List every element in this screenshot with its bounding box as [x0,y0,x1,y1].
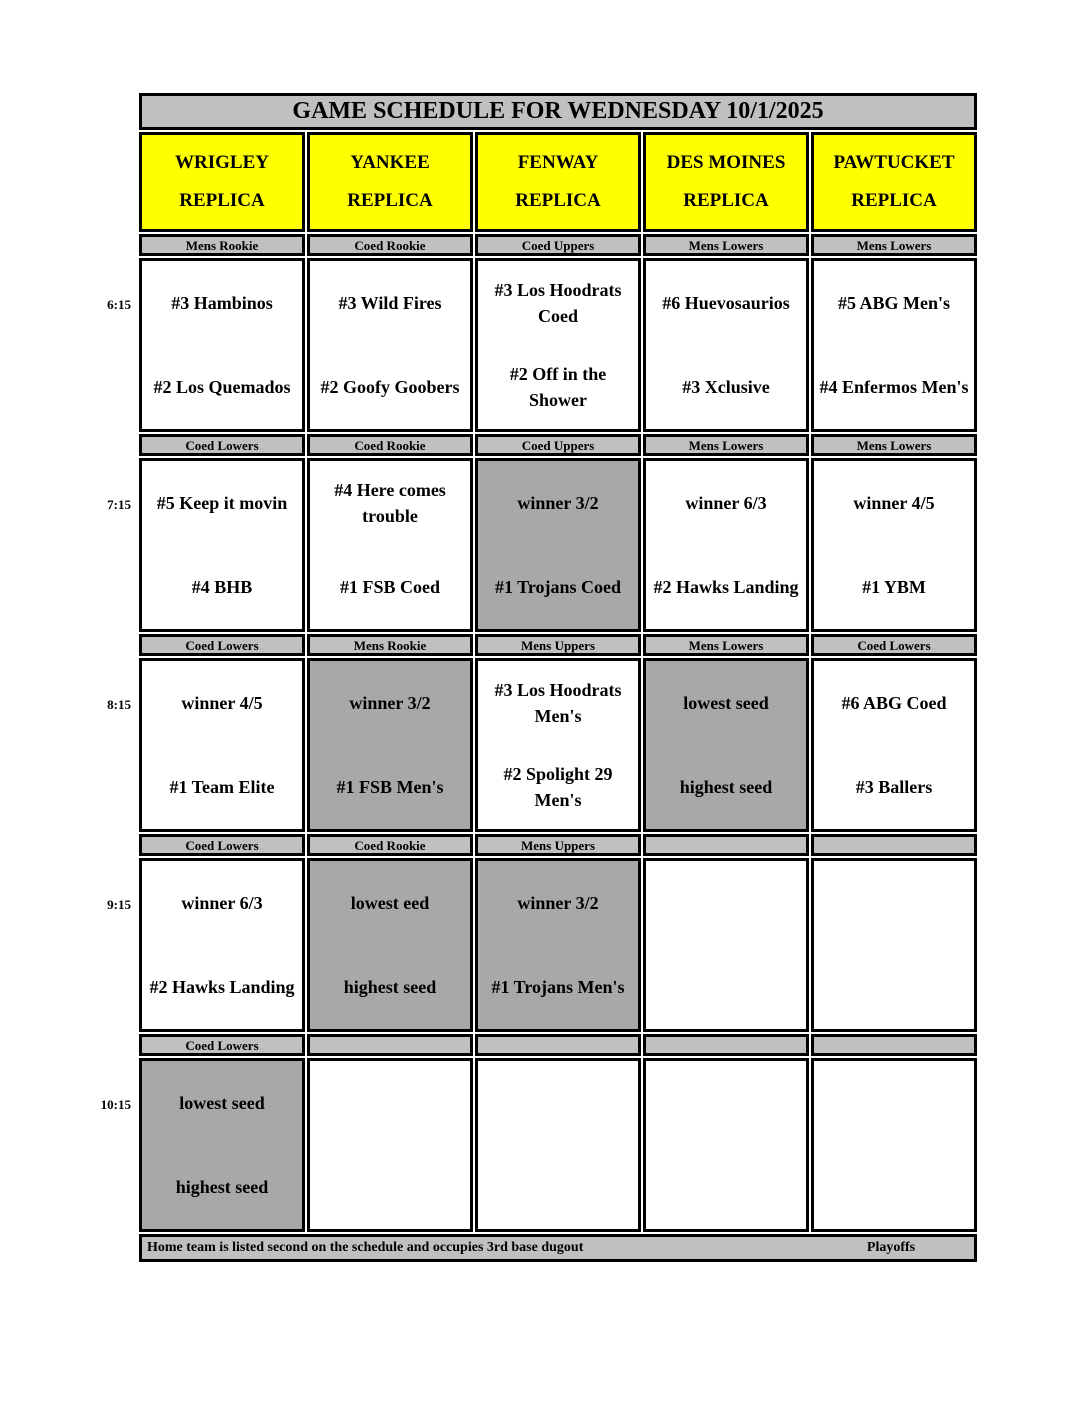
division-label: Mens Rookie [307,634,473,656]
footer-bar [139,1234,977,1262]
header-row-spacer [97,132,137,232]
game-row-715 [97,458,977,632]
away-team: lowest eed [350,892,430,913]
game-cell [811,658,977,832]
field-name: WRIGLEY [175,151,269,173]
home-team: #1 FSB Coed [339,576,440,597]
home-team [814,1145,974,1229]
time-label: 8:15 [107,697,131,712]
field-header-wrigley [139,132,305,232]
game-cell [139,1058,305,1232]
division-label [811,834,977,856]
time-label: 9:15 [107,897,131,912]
schedule-title: GAME SCHEDULE FOR WEDNESDAY 10/1/2025 [139,93,977,130]
game-cell [307,658,473,832]
away-team: winner 3/2 [349,692,431,713]
footer-row [97,1234,977,1262]
field-name: YANKEE [350,151,430,173]
away-team [310,1061,470,1145]
home-team: #2 Spolight 29 Men's [503,763,613,810]
division-label: Mens Uppers [475,634,641,656]
division-label: Mens Lowers [643,434,809,456]
home-team: #3 Xclusive [682,376,770,397]
field-name: FENWAY [517,151,599,173]
game-cell [643,658,809,832]
division-label: Mens Rookie [139,234,305,256]
game-cell-empty [643,1058,809,1232]
away-team [646,1061,806,1145]
away-team: winner 4/5 [853,492,935,513]
playoffs-label: Playoffs [866,1240,916,1255]
division-label: Coed Lowers [139,634,305,656]
away-team [478,1061,638,1145]
home-team: highest seed [175,1176,269,1197]
division-label: Coed Lowers [811,634,977,656]
away-team: lowest seed [179,1092,265,1113]
division-row-615 [97,234,977,256]
division-row-915 [97,834,977,856]
home-team [478,1145,638,1229]
division-label: Coed Rookie [307,834,473,856]
away-team: #3 Los Hoodrats Coed [494,279,622,326]
game-cell-empty [643,858,809,1032]
away-team: #5 ABG Men's [837,292,950,313]
away-team [814,1061,974,1145]
field-name: DES MOINES [666,151,786,173]
game-cell [643,458,809,632]
division-label [307,1034,473,1056]
game-cell-empty [307,1058,473,1232]
game-row-1015 [97,1058,977,1232]
game-cell-empty [475,1058,641,1232]
division-label: Coed Rookie [307,434,473,456]
home-team: #4 BHB [191,576,253,597]
home-team [814,945,974,1029]
home-team: #4 Enfermos Men's [819,376,969,397]
division-label: Coed Lowers [139,834,305,856]
game-cell [475,258,641,432]
home-team: #1 FSB Men's [336,776,444,797]
game-cell [139,658,305,832]
away-team: lowest seed [683,692,769,713]
field-header-row [97,132,977,232]
away-team: #3 Hambinos [171,292,273,313]
field-subname: REPLICA [515,190,601,212]
away-team: #3 Wild Fires [338,292,442,313]
away-team [814,861,974,945]
away-team: #6 ABG Coed [841,692,947,713]
home-team: #1 YBM [862,576,926,597]
division-label: Coed Uppers [475,234,641,256]
field-subname: REPLICA [851,190,937,212]
away-team: #6 Huevosaurios [662,292,790,313]
home-team: #1 Trojans Coed [494,576,622,597]
away-team: winner 3/2 [517,492,599,513]
field-header-yankee [307,132,473,232]
division-label: Coed Lowers [139,434,305,456]
field-header-des-moines [643,132,809,232]
away-team [646,861,806,945]
home-team [310,1145,470,1229]
home-team: #2 Los Quemados [153,376,291,397]
game-cell [139,258,305,432]
away-team: #5 Keep it movin [156,492,288,513]
home-team: highest seed [343,976,437,997]
division-label: Coed Uppers [475,434,641,456]
home-team: #2 Off in the Shower [509,363,607,410]
game-cell [307,458,473,632]
division-label: Mens Lowers [811,434,977,456]
division-label: Mens Uppers [475,834,641,856]
game-cell [139,458,305,632]
game-cell [643,258,809,432]
game-cell [475,458,641,632]
home-team: #2 Hawks Landing [653,576,799,597]
game-row-815 [97,658,977,832]
time-label: 7:15 [107,497,131,512]
away-team: winner 6/3 [181,892,263,913]
division-label: Mens Lowers [811,234,977,256]
division-label [475,1034,641,1056]
field-header-fenway [475,132,641,232]
away-team: winner 6/3 [685,492,767,513]
division-label [811,1034,977,1056]
game-cell [307,858,473,1032]
game-cell [811,258,977,432]
division-row-1015 [97,1034,977,1056]
time-label: 6:15 [107,297,131,312]
home-team-note: Home team is listed second on the schedule and occupies 3rd base dugout [147,1240,584,1255]
division-label: Coed Lowers [139,1034,305,1056]
away-team: #3 Los Hoodrats Men's [494,679,622,726]
game-cell-empty [811,1058,977,1232]
home-team: #2 Goofy Goobers [320,376,460,397]
game-cell [307,258,473,432]
division-label: Coed Rookie [307,234,473,256]
game-cell [475,858,641,1032]
home-team: #1 Team Elite [169,776,275,797]
game-schedule-table [95,91,979,1264]
game-cell [475,658,641,832]
division-row-815 [97,634,977,656]
time-label: 10:15 [100,1097,131,1112]
field-subname: REPLICA [179,190,265,212]
title-row [97,93,977,130]
title-row-spacer [97,93,137,130]
field-subname: REPLICA [683,190,769,212]
field-subname: REPLICA [347,190,433,212]
division-row-715 [97,434,977,456]
field-name: PAWTUCKET [833,151,955,173]
away-team: winner 4/5 [181,692,263,713]
division-label [643,1034,809,1056]
game-row-615 [97,258,977,432]
field-header-pawtucket [811,132,977,232]
game-cell [811,458,977,632]
home-team: #1 Trojans Men's [491,976,625,997]
home-team: #3 Ballers [855,776,933,797]
division-label: Mens Lowers [643,634,809,656]
away-team: #4 Here comes trouble [334,479,446,526]
division-label [643,834,809,856]
game-cell [139,858,305,1032]
home-team: highest seed [679,776,773,797]
game-row-915 [97,858,977,1032]
game-cell-empty [811,858,977,1032]
home-team [646,945,806,1029]
home-team: #2 Hawks Landing [149,976,295,997]
away-team: winner 3/2 [517,892,599,913]
home-team [646,1145,806,1229]
division-label: Mens Lowers [643,234,809,256]
